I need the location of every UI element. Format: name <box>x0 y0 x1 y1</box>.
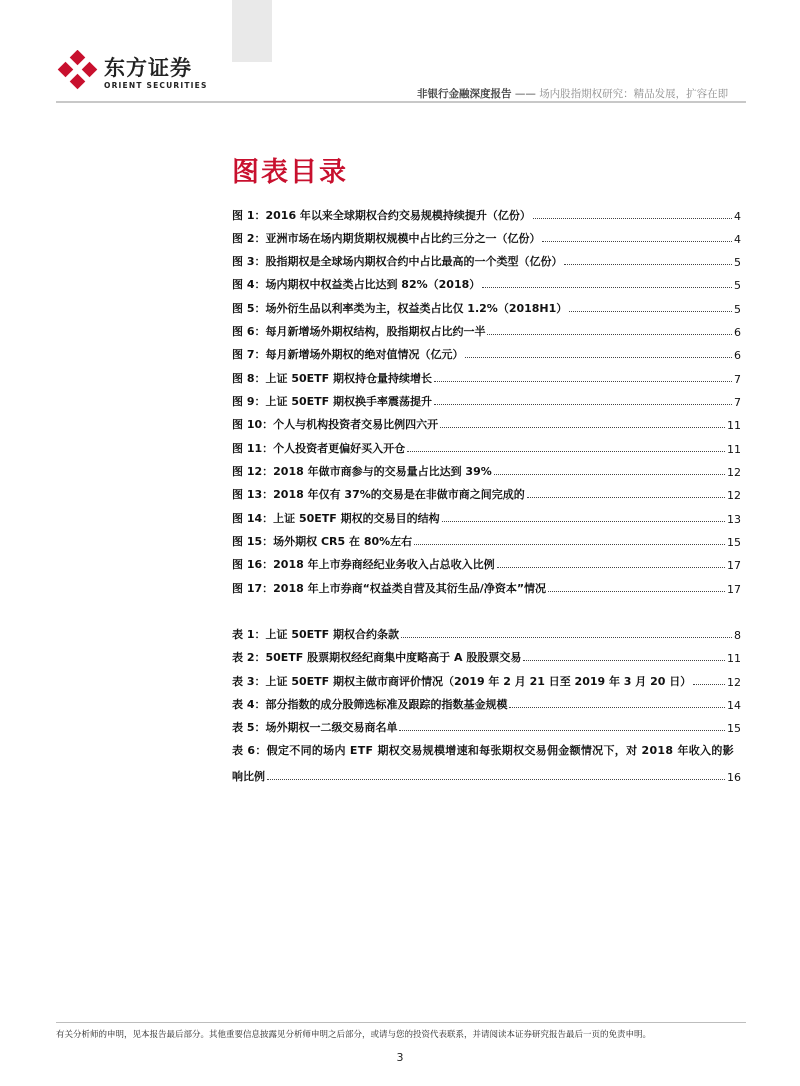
toc-label: 表 5：场外期权一二级交易商名单 <box>232 721 398 734</box>
dot-leader <box>509 707 725 708</box>
toc-label: 图 17：2018 年上市券商“权益类自营及其衍生品/净资本”情况 <box>232 582 547 595</box>
dot-leader <box>399 730 725 731</box>
toc-page-number: 12 <box>727 676 741 689</box>
report-header <box>417 86 747 101</box>
toc-table-item-multiline[interactable] <box>232 742 741 784</box>
toc-page-number: 15 <box>727 722 741 735</box>
toc-label: 图 1：2016 年以来全球期权合约交易规模持续提升（亿份） <box>232 209 531 222</box>
toc-page-number: 11 <box>727 419 741 432</box>
toc-label: 表 3：上证 50ETF 期权主做市商评价情况（2019 年 2 月 21 日至 2019 年 3 月 20 日） <box>232 675 692 688</box>
logo-chinese-name: 东方证券 <box>104 56 192 80</box>
toc-figure-item[interactable] <box>232 552 741 572</box>
dot-leader <box>564 264 732 265</box>
toc-page-number: 4 <box>734 233 741 246</box>
dot-leader <box>548 591 725 592</box>
toc-label: 图 3：股指期权是全球场内期权合约中占比最高的一个类型（亿份） <box>232 255 563 268</box>
report-type: 非银行金融深度报告 <box>417 88 512 100</box>
orient-securities-logo-icon <box>56 50 100 94</box>
page-number: 3 <box>396 1051 404 1064</box>
toc-table-item[interactable] <box>232 715 741 735</box>
dot-leader <box>494 474 725 475</box>
dot-leader <box>527 497 725 498</box>
toc-figure-item[interactable] <box>232 436 741 456</box>
toc-label: 表 4：部分指数的成分股筛选标准及跟踪的指数基金规模 <box>232 698 508 711</box>
toc-figure-item[interactable] <box>232 296 741 316</box>
toc-figure-item[interactable] <box>232 389 741 409</box>
toc-page-number: 17 <box>727 559 741 572</box>
dot-leader <box>440 427 725 428</box>
toc-page-number: 15 <box>727 536 741 549</box>
dot-leader <box>487 334 732 335</box>
toc-label: 图 9：上证 50ETF 期权换手率震荡提升 <box>232 395 432 408</box>
toc-figure-item[interactable] <box>232 529 741 549</box>
dot-leader <box>533 218 732 219</box>
toc-label: 图 2：亚洲市场在场内期货期权规模中占比约三分之一（亿份） <box>232 232 541 245</box>
toc-table-item[interactable] <box>232 692 741 712</box>
toc-label: 图 15：场外期权 CR5 在 80%左右 <box>232 535 413 548</box>
toc-page-number: 13 <box>727 513 741 526</box>
toc-table-item[interactable] <box>232 622 741 642</box>
toc-page-number: 5 <box>734 279 741 292</box>
dot-leader <box>482 287 732 288</box>
toc-page-number: 11 <box>727 443 741 456</box>
toc-label: 图 4：场内期权中权益类占比达到 82%（2018） <box>232 278 481 291</box>
dot-leader <box>693 684 725 685</box>
dot-leader <box>465 357 732 358</box>
dot-leader <box>434 404 732 405</box>
toc-figure-item[interactable] <box>232 506 741 526</box>
toc-page-number: 8 <box>734 629 741 642</box>
toc-figure-item[interactable] <box>232 226 741 246</box>
toc-page-number: 6 <box>734 326 741 339</box>
toc-page-number: 4 <box>734 210 741 223</box>
dot-leader <box>434 381 732 382</box>
toc-page-number: 5 <box>734 256 741 269</box>
toc-label: 图 16：2018 年上市券商经纪业务收入占总收入比例 <box>232 558 495 571</box>
toc-label: 图 5：场外衍生品以利率类为主，权益类占比仅 1.2%（2018H1） <box>232 302 568 315</box>
toc-label-line1: 表 6：假定不同的场内 ETF 期权交易规模增速和每张期权交易佣金额情况下，对 2018 年收入的影 <box>232 744 734 757</box>
page-title: 图表目录 <box>232 157 348 188</box>
toc-page-number: 14 <box>727 699 741 712</box>
logo-english-name: ORIENT SECURITIES <box>104 81 208 90</box>
toc-figure-item[interactable] <box>232 482 741 502</box>
toc-page-number: 12 <box>727 466 741 479</box>
toc-label: 表 2：50ETF 股票期权经纪商集中度略高于 A 股股票交易 <box>232 651 522 664</box>
toc-label: 图 12：2018 年做市商参与的交易量占比达到 39% <box>232 465 492 478</box>
toc-page-number: 6 <box>734 349 741 362</box>
toc-page-number: 16 <box>727 771 741 784</box>
toc-table-item[interactable] <box>232 645 741 665</box>
toc-label: 图 8：上证 50ETF 期权持仓量持续增长 <box>232 372 432 385</box>
toc-label: 图 13：2018 年仅有 37%的交易是在非做市商之间完成的 <box>232 488 525 501</box>
toc-figure-item[interactable] <box>232 412 741 432</box>
toc-label-line2: 响比例 <box>232 770 265 783</box>
report-subtitle: 场内股指期权研究：精品发展，扩容在即 <box>539 88 729 100</box>
header-divider <box>56 101 746 103</box>
footer-divider <box>56 1022 746 1023</box>
footer-disclaimer: 有关分析师的申明，见本报告最后部分。其他重要信息披露见分析师申明之后部分，或请与您的投资代表联系，并请阅读本证券研究报告最后一页的免责申明。 <box>56 1030 652 1040</box>
toc-label: 图 7：每月新增场外期权的绝对值情况（亿元） <box>232 348 464 361</box>
toc-label: 图 14：上证 50ETF 期权的交易目的结构 <box>232 512 440 525</box>
dot-leader <box>497 567 725 568</box>
toc-table-item[interactable] <box>232 669 741 689</box>
toc-figure-item[interactable] <box>232 366 741 386</box>
toc-figure-item[interactable] <box>232 203 741 223</box>
toc-figure-item[interactable] <box>232 249 741 269</box>
toc-label: 图 6：每月新增场外期权结构，股指期权占比约一半 <box>232 325 486 338</box>
company-logo <box>56 50 216 96</box>
toc-page-number: 17 <box>727 583 741 596</box>
header-separator: —— <box>514 88 536 100</box>
toc-page-number: 12 <box>727 489 741 502</box>
dot-leader <box>414 544 725 545</box>
toc-page-number: 7 <box>734 396 741 409</box>
toc-figure-item[interactable] <box>232 459 741 479</box>
dot-leader <box>569 311 732 312</box>
toc-label: 表 1：上证 50ETF 期权合约条款 <box>232 628 399 641</box>
toc-label: 图 11：个人投资者更偏好买入开仓 <box>232 442 406 455</box>
toc-page-number: 5 <box>734 303 741 316</box>
dot-leader <box>542 241 732 242</box>
dot-leader <box>401 637 732 638</box>
toc-figure-item[interactable] <box>232 342 741 362</box>
dot-leader <box>407 451 725 452</box>
toc-page-number: 11 <box>727 652 741 665</box>
toc-page-number: 7 <box>734 373 741 386</box>
toc-figure-item[interactable] <box>232 272 741 292</box>
dot-leader <box>267 779 725 780</box>
toc-label: 图 10：个人与机构投资者交易比例四六开 <box>232 418 439 431</box>
dot-leader <box>523 660 725 661</box>
toc-label-line2-row <box>232 764 741 784</box>
toc-figure-item[interactable] <box>232 319 741 339</box>
header-gray-band <box>232 0 272 62</box>
toc-figure-item[interactable] <box>232 576 741 596</box>
dot-leader <box>442 521 725 522</box>
